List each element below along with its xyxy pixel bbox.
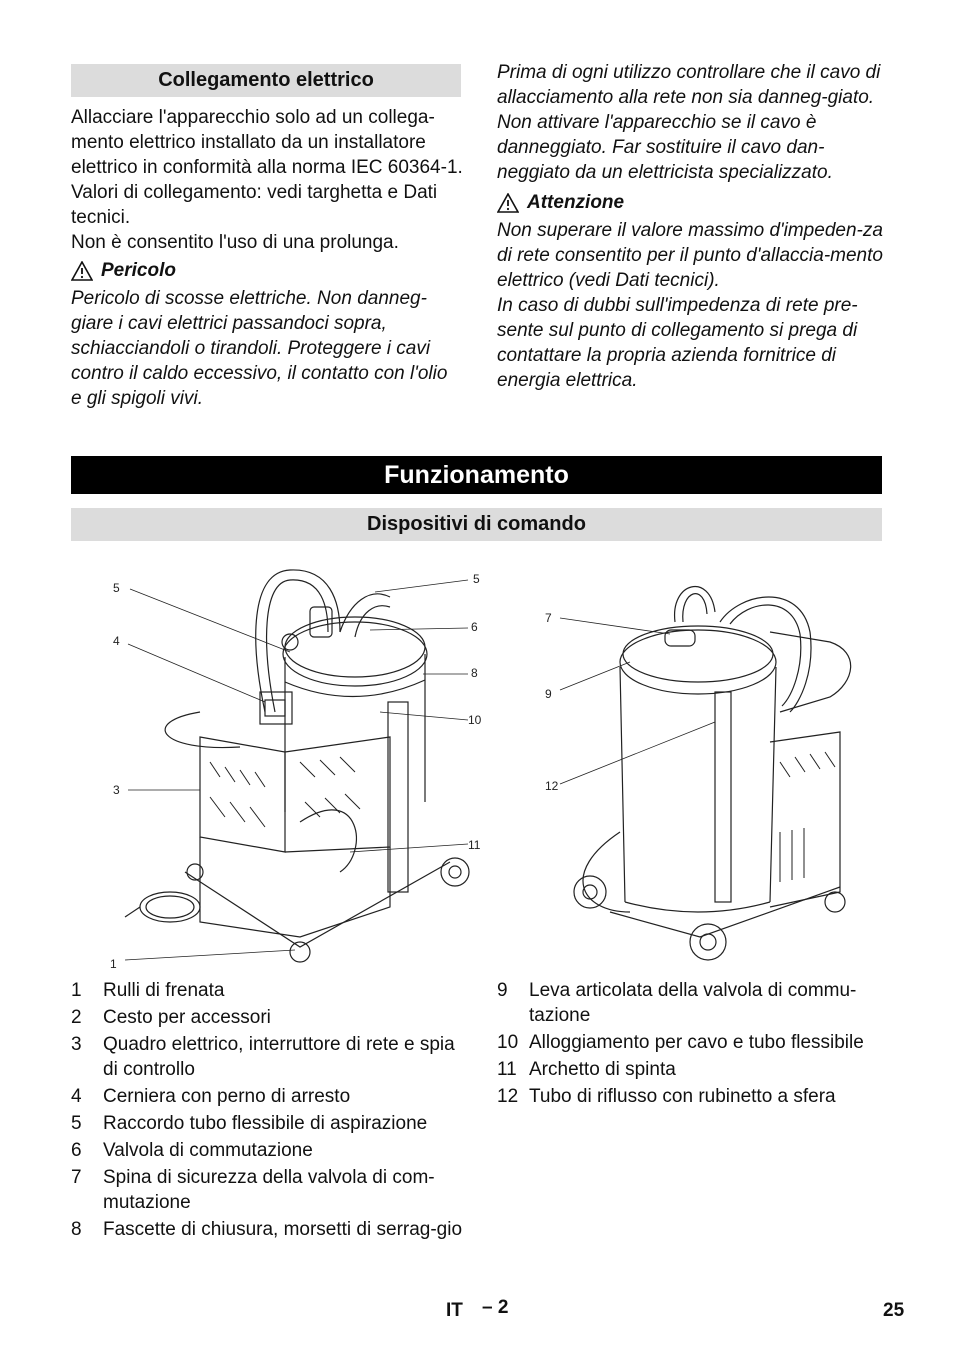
callout-1: 1 <box>110 957 117 971</box>
figure-vacuum-rear <box>540 572 870 967</box>
legend-item: 2 Cesto per accessori <box>71 1007 271 1028</box>
legend-item: 8 Fascette di chiusura, morsetti di serrag-gio <box>71 1219 463 1240</box>
callout-8: 8 <box>471 666 478 680</box>
left-column-text <box>71 105 463 411</box>
footer-page-marker: – 2 <box>482 1297 509 1318</box>
warning-heading-attenzione <box>497 190 889 215</box>
legend-item: 1 Rulli di frenata <box>71 980 225 1001</box>
legend-item: 6 Valvola di commutazione <box>71 1140 313 1161</box>
warning-triangle-icon <box>497 193 519 213</box>
paragraph: Allacciare l'apparecchio solo ad un collega-mento elettrico installato da un installatore elettrico in conformità alla norma IEC 60364-1. <box>71 107 463 178</box>
legend-item: 12 Tubo di riflusso con rubinetto a sfera <box>497 1086 836 1107</box>
callout-10: 10 <box>468 713 482 727</box>
legend-item: 9 Leva articolata della valvola di commu-tazione <box>497 980 857 1026</box>
callout-2: 3 <box>113 783 120 797</box>
legend-item: 7 Spina di sicurezza della valvola di com-mutazione <box>71 1167 435 1213</box>
callout-12: 12 <box>545 779 559 793</box>
callout-7: 7 <box>545 611 552 625</box>
right-column-text <box>497 60 889 393</box>
legend-item: 11 Archetto di spinta <box>497 1059 676 1080</box>
paragraph: Valori di collegamento: vedi targhetta e Dati tecnici. <box>71 182 438 228</box>
legend-item: 3 Quadro elettrico, interruttore di rete e spia di controllo <box>71 1034 455 1080</box>
warning-label: Pericolo <box>101 260 176 281</box>
callout-11: 11 <box>468 838 481 852</box>
legend-right <box>497 978 889 1111</box>
warning-text: Non superare il valore massimo d'impeden-za di rete consentito per il punto d'allaccia-mento elettrico (vedi Dati tecnici). <box>497 220 883 291</box>
intro-text: Prima di ogni utilizzo controllare che il cavo di allacciamento alla rete non sia danneg-giato. Non attivare l'apparecchio se il cavo è danneggiato. Far sostituire il cavo dan-neggiato da un elettricista specializzato. <box>497 62 881 183</box>
legend-item: 10 Alloggiamento per cavo e tubo flessibile <box>497 1032 864 1053</box>
legend-item: 4 Cerniera con perno di arresto <box>71 1086 351 1107</box>
sub-heading-dispositivi: Dispositivi di comando <box>71 508 882 541</box>
paragraph: Non è consentito l'uso di una prolunga. <box>71 232 399 253</box>
section-heading-collegamento: Collegamento elettrico <box>71 64 461 97</box>
callout-9: 9 <box>545 687 552 701</box>
warning-text: In caso di dubbi sull'impedenza di rete pre-sente sul punto di collegamento si prega di contattare la propria azienda fornitrice di energia elettrica. <box>497 295 858 391</box>
footer-language: IT <box>446 1300 463 1321</box>
callout-4: 5 <box>113 581 120 595</box>
warning-text: Pericolo di scosse elettriche. Non danneg-giare i cavi elettrici passandoci sopra, schiacciandoli o tirandoli. Proteggere i cavi contro il caldo eccessivo, il contatto con l'olio e gli spigoli vivi. <box>71 288 448 409</box>
figure-vacuum-front <box>100 562 490 972</box>
warning-label: Attenzione <box>527 192 625 213</box>
footer-page-number: 25 <box>883 1300 905 1321</box>
main-heading-funzionamento: Funzionamento <box>71 456 882 494</box>
legend-left <box>71 978 463 1244</box>
warning-heading-pericolo <box>71 258 463 283</box>
legend-item: 5 Raccordo tubo flessibile di aspirazione <box>71 1113 428 1134</box>
callout-6: 6 <box>471 620 478 634</box>
callout-3: 4 <box>113 634 120 648</box>
warning-triangle-icon <box>71 261 93 281</box>
callout-5: 5 <box>473 572 480 586</box>
